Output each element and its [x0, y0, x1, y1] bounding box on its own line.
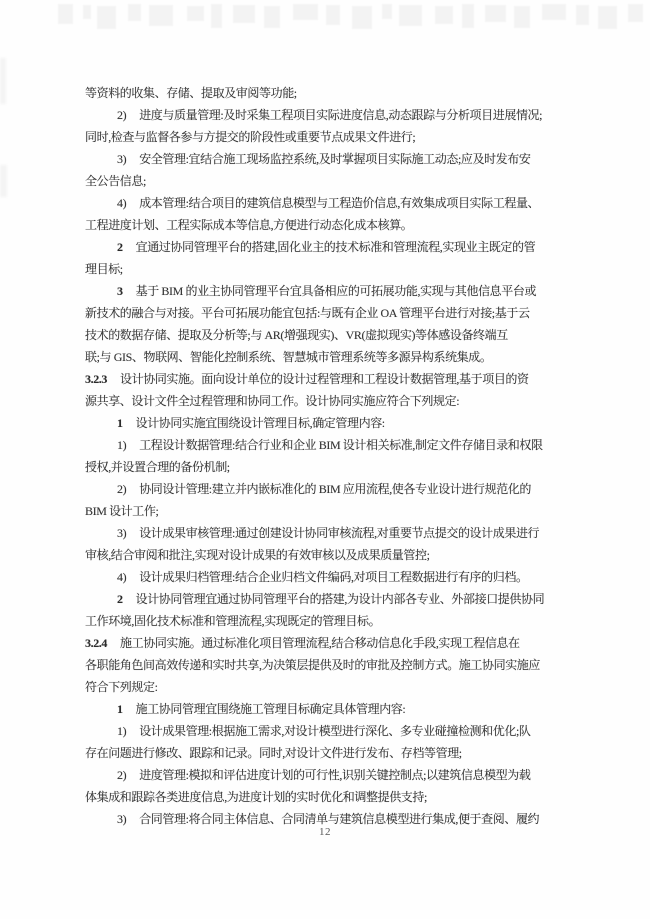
text-line: [85, 500, 569, 522]
bleed-fragment: [382, 4, 392, 19]
bleed-fragment: [598, 6, 617, 29]
line-text: 体集成和跟踪各类进度信息,为进度计划的实时优化和调整提供支持;: [85, 790, 427, 804]
scan-smudge: [0, 165, 7, 197]
line-text: 设计成果归档管理:结合企业归档文件编码,对项目工程数据进行有序的归档。: [139, 570, 528, 584]
line-text: 各职能角色间高效传递和实时共享,为决策层提供及时的审批及控制方式。施工协同实施应: [85, 658, 541, 672]
item-number: 1): [117, 724, 127, 738]
text-line: [85, 148, 569, 170]
text-line: [85, 126, 569, 148]
text-line: [85, 456, 569, 478]
text-line: [85, 720, 569, 742]
bleed-fragment: [352, 6, 372, 29]
page-bleed-through-artifact: [58, 4, 648, 30]
text-line: [85, 478, 569, 500]
line-text: 源共享、设计文件全过程管理和协同工作。设计协同实施应符合下列规定:: [85, 394, 460, 408]
bleed-fragment: [97, 6, 116, 29]
line-text: 设计成果审核管理:通过创建设计协同审核流程,对重要节点提交的设计成果进行: [139, 526, 540, 540]
line-text: 施工协同实施。通过标准化项目管理流程,结合移动信息化手段,实现工程信息在: [120, 636, 520, 650]
line-text: 施工协同管理宜围绕施工管理目标确定具体管理内容:: [135, 702, 406, 716]
page-number: 12: [319, 826, 331, 838]
bleed-fragment: [83, 5, 91, 19]
line-text: 协同设计管理:建立并内嵌标准化的 BIM 应用流程,使各专业设计进行规范化的: [139, 482, 532, 496]
text-line: [85, 632, 569, 654]
text-line: [85, 258, 569, 280]
line-text: 设计协同实施。面向设计单位的设计过程管理和工程设计数据管理,基于项目的资: [120, 372, 529, 386]
text-line: [85, 676, 569, 698]
line-text: 理目标;: [85, 262, 123, 276]
item-number: 4): [117, 196, 127, 210]
bleed-fragment: [435, 6, 453, 24]
line-text: 联;与 GIS、物联网、智能化控制系统、智慧城市管理系统等多源异构系统集成。: [85, 350, 492, 364]
clause-number: 1: [117, 416, 123, 430]
clause-number: 3.2.4: [85, 636, 108, 650]
line-text: 技术的数据存储、提取及分析等;与 AR(增强现实)、VR(虚拟现实)等体感设备终端互: [85, 328, 508, 342]
text-line: [85, 390, 569, 412]
line-text: 全公告信息;: [85, 174, 146, 188]
line-text: 基于 BIM 的业主协同管理平台宜具备相应的可拓展功能,实现与其他信息平台或: [135, 284, 537, 298]
item-number: 2): [117, 108, 127, 122]
text-line: [85, 698, 569, 720]
text-line: [85, 654, 569, 676]
bleed-fragment: [514, 6, 530, 28]
text-line: [85, 544, 569, 566]
line-text: 进度与质量管理:及时采集工程项目实际进度信息,动态跟踪与分析项目进展情况;: [139, 108, 543, 122]
text-line: [85, 104, 569, 126]
line-text: 安全管理:宜结合施工现场监控系统,及时掌握项目实际施工动态;应及时发布安: [139, 152, 531, 166]
clause-number: 2: [117, 592, 123, 606]
text-line: [85, 588, 569, 610]
text-line: [85, 434, 569, 456]
item-number: 4): [117, 570, 127, 584]
text-line: [85, 346, 569, 368]
bleed-fragment: [399, 5, 422, 26]
bleed-fragment: [576, 5, 589, 25]
clause-number: 1: [117, 702, 123, 716]
text-line: [85, 324, 569, 346]
text-line: [85, 522, 569, 544]
line-text: 宜通过协同管理平台的搭建,固化业主的技术标准和管理流程,实现业主既定的管: [135, 240, 536, 254]
line-text: BIM 设计工作;: [85, 504, 159, 518]
clause-number: 3: [117, 284, 123, 298]
line-text: 进度管理:模拟和评估进度计划的可行性,识别关键控制点;以建筑信息模型为载: [139, 768, 531, 782]
document-body: [85, 82, 569, 830]
bleed-fragment: [128, 4, 141, 21]
line-text: 新技术的融合与对接。平台可拓展功能宜包括:与既有企业 OA 管理平台进行对接;基于云: [85, 306, 530, 320]
line-text: 合同管理:将合同主体信息、合同清单与建筑信息模型进行集成,便于查阅、履约: [139, 812, 540, 826]
bleed-fragment: [264, 6, 280, 28]
text-line: [85, 236, 569, 258]
line-text: 符合下列规定:: [85, 680, 158, 694]
text-line: [85, 170, 569, 192]
line-text: 设计成果管理:根据施工需求,对设计模型进行深化、多专业碰撞检测和优化;队: [139, 724, 531, 738]
item-number: 3): [117, 526, 127, 540]
line-text: 审核,结合审阅和批注,实现对设计成果的有效审核以及成果质量管控;: [85, 548, 430, 562]
bleed-fragment: [628, 4, 643, 22]
bleed-fragment: [542, 4, 566, 20]
text-line: [85, 280, 569, 302]
line-text: 等资料的收集、存储、提取及审阅等功能;: [85, 86, 297, 100]
bleed-fragment: [462, 4, 474, 28]
text-line: [85, 192, 569, 214]
bleed-fragment: [58, 4, 73, 24]
line-text: 工作环境,固化技术标准和管理流程,实现既定的管理目标。: [85, 614, 381, 628]
clause-number: 3.2.3: [85, 372, 108, 386]
text-line: [85, 82, 569, 104]
item-number: 1): [117, 438, 127, 452]
text-line: [85, 214, 569, 236]
text-line: [85, 566, 569, 588]
bleed-fragment: [293, 4, 318, 20]
line-text: 设计协同管理宜通过协同管理平台的搭建,为设计内部各专业、外部接口提供协同: [135, 592, 545, 606]
text-line: [85, 302, 569, 324]
bleed-fragment: [187, 6, 204, 21]
item-number: 2): [117, 482, 127, 496]
line-text: 授权,并设置合理的备份机制;: [85, 460, 230, 474]
item-number: 3): [117, 152, 127, 166]
text-line: [85, 368, 569, 390]
line-text: 设计协同实施宜围绕设计管理目标,确定管理内容:: [135, 416, 385, 430]
line-text: 工程设计数据管理:结合行业和企业 BIM 设计相关标准,制定文件存储目录和权限: [139, 438, 543, 452]
line-text: 同时,检查与监督各参与方提交的阶段性或重要节点成果文件进行;: [85, 130, 416, 144]
scan-smudge: [0, 58, 6, 104]
line-text: 存在问题进行修改、跟踪和记录。同时,对设计文件进行发布、存档等管理;: [85, 746, 462, 760]
text-line: [85, 412, 569, 434]
bleed-fragment: [149, 5, 173, 26]
text-line: [85, 610, 569, 632]
line-text: 工程进度计划、工程实际成本等信息,方便进行动态化成本核算。: [85, 218, 413, 232]
item-number: 2): [117, 768, 127, 782]
bleed-fragment: [326, 5, 340, 25]
bleed-fragment: [233, 5, 255, 23]
text-line: [85, 742, 569, 764]
bleed-fragment: [485, 5, 506, 22]
item-number: 3): [117, 812, 127, 826]
line-text: 成本管理:结合项目的建筑信息模型与工程造价信息,有效集成项目实际工程量、: [139, 196, 540, 210]
text-line: [85, 764, 569, 786]
clause-number: 2: [117, 240, 123, 254]
text-line: [85, 786, 569, 808]
bleed-fragment: [211, 4, 222, 28]
